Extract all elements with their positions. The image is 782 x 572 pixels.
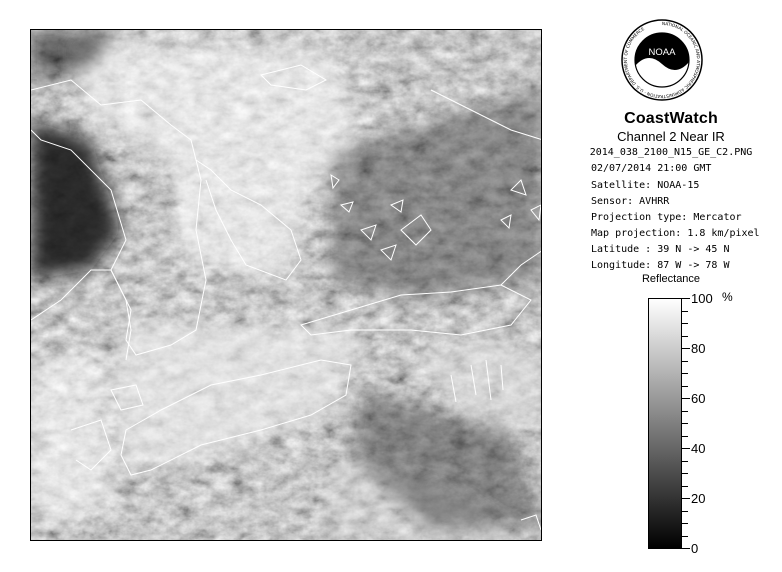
logo-ring-text: NATIONAL OCEANIC AND ATMOSPHERIC ADMINISTRATION · U.S. DEPARTMENT OF COMMERCE — [623, 21, 700, 99]
info-panel — [560, 0, 782, 572]
colorbar-minor-tick — [681, 336, 688, 337]
colorbar-major-tick — [681, 298, 690, 299]
colorbar-minor-tick — [681, 311, 688, 312]
colorbar-minor-tick — [681, 323, 688, 324]
colorbar-minor-tick — [681, 436, 688, 437]
colorbar-major-tick — [681, 448, 690, 449]
sensor: Sensor: AVHRR — [591, 196, 670, 207]
legend-unit: % — [722, 290, 733, 304]
longitude-range: Longitude: 87 W -> 78 W — [591, 260, 730, 271]
logo-text: NOAA — [648, 47, 676, 58]
colorbar-tick-label: 40 — [691, 441, 706, 456]
colorbar-tick-label: 20 — [691, 491, 706, 506]
colorbar-minor-tick — [681, 486, 688, 487]
colorbar-minor-tick — [681, 386, 688, 387]
colorbar-minor-tick — [681, 461, 688, 462]
noaa-logo — [620, 18, 704, 102]
colorbar-minor-tick — [681, 511, 688, 512]
datetime: 02/07/2014 21:00 GMT — [591, 163, 712, 174]
colorbar-minor-tick — [681, 423, 688, 424]
colorbar-minor-tick — [681, 361, 688, 362]
legend-title: Reflectance — [641, 273, 701, 285]
filename: 2014_038_2100_N15_GE_C2.PNG — [589, 147, 753, 158]
colorbar-tick-label: 60 — [691, 391, 706, 406]
colorbar-tick-label: 100 — [691, 291, 713, 306]
colorbar-major-tick — [681, 498, 690, 499]
brand-title: CoastWatch — [624, 110, 718, 127]
colorbar-minor-tick — [681, 473, 688, 474]
colorbar-major-tick — [681, 398, 690, 399]
channel-title: Channel 2 Near IR — [617, 129, 725, 144]
latitude-range: Latitude : 39 N -> 45 N — [591, 244, 730, 255]
colorbar-major-tick — [681, 548, 690, 549]
colorbar-tick-label: 80 — [691, 341, 706, 356]
projection-type: Projection type: Mercator — [591, 212, 742, 223]
map-projection: Map projection: 1.8 km/pixel — [591, 228, 760, 239]
colorbar-minor-tick — [681, 373, 688, 374]
colorbar-minor-tick — [681, 523, 688, 524]
satellite-image[interactable] — [30, 29, 542, 541]
reflectance-map — [31, 30, 542, 541]
colorbar-tick-label: 0 — [691, 541, 699, 556]
colorbar-minor-tick — [681, 536, 688, 537]
colorbar-major-tick — [681, 348, 690, 349]
satellite: Satellite: NOAA-15 — [591, 180, 700, 191]
reflectance-colorbar — [648, 298, 682, 549]
colorbar-minor-tick — [681, 411, 688, 412]
